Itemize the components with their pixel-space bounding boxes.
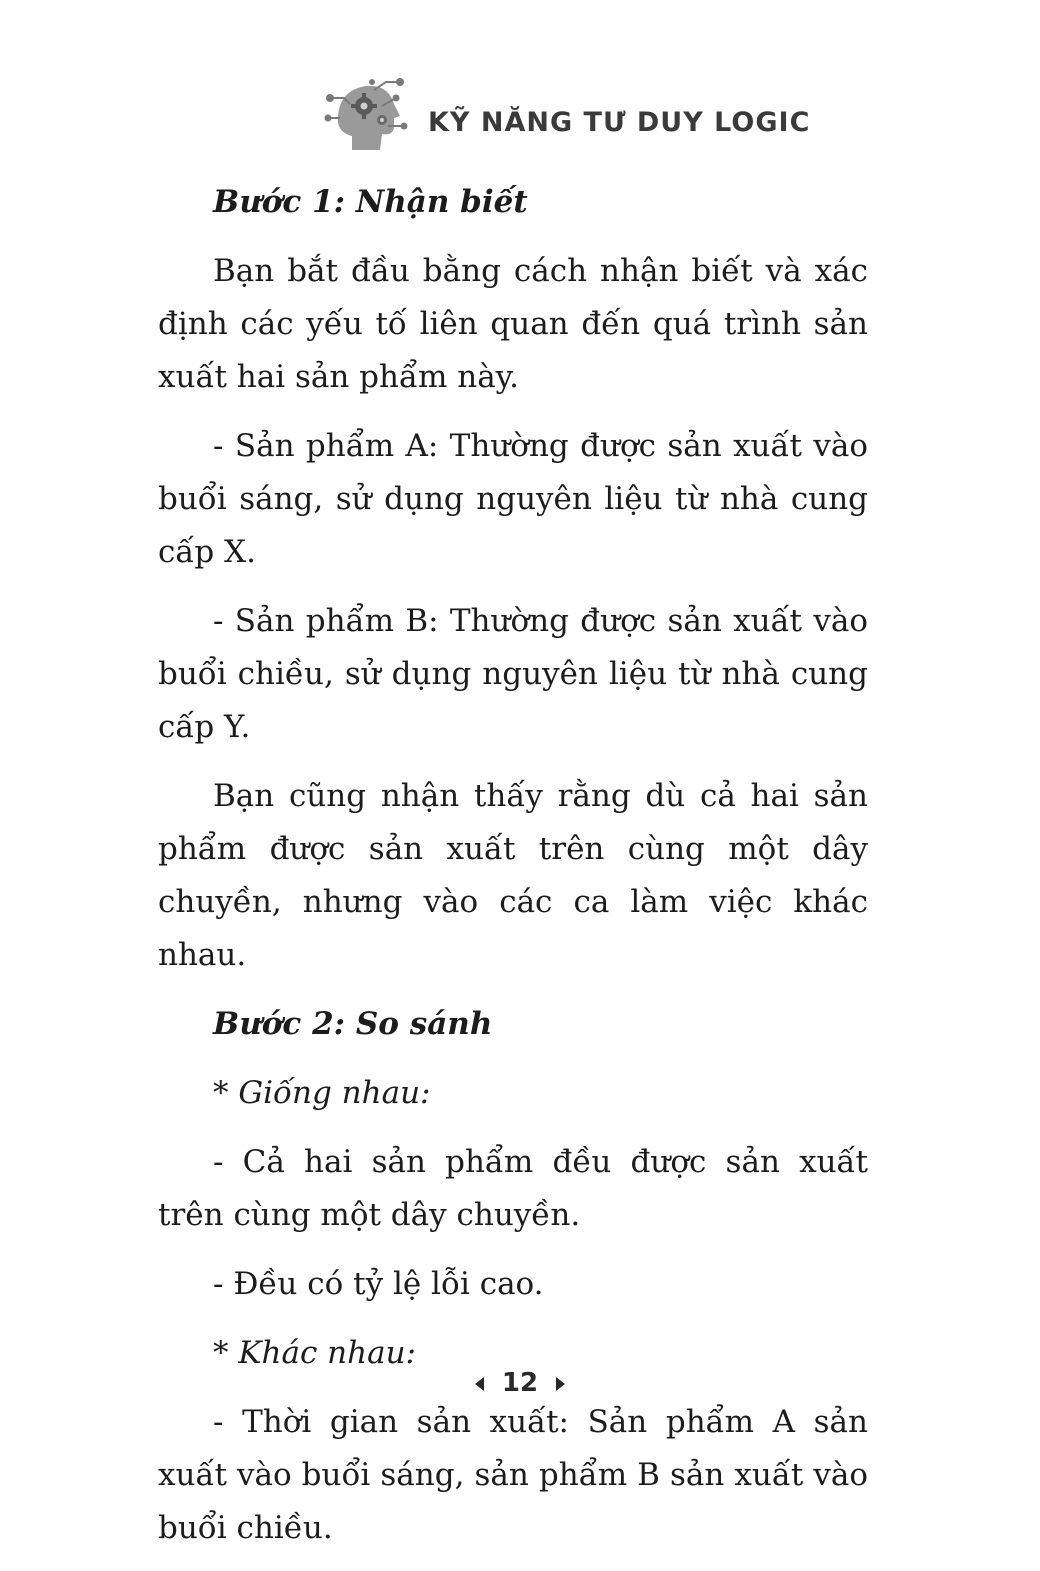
different-label: * Khác nhau: (213, 1335, 416, 1371)
step1-heading: Bước 1: Nhận biết (213, 184, 528, 220)
list-item: - Thời gian sản xuất: Sản phẩm A sản xuất vào buổi sáng, sản phẩm B sản xuất vào buổi chiều. (158, 1404, 868, 1546)
paragraph: Bạn bắt đầu bằng cách nhận biết và xác định các yếu tố liên quan đến quá trình sản xuất hai sản phẩm này. (158, 253, 868, 395)
triangle-right-icon (556, 1377, 565, 1391)
page-footer (0, 1368, 1040, 1398)
list-item: - Cả hai sản phẩm đều được sản xuất trên cùng một dây chuyền. (158, 1144, 868, 1233)
list-item: - Đều có tỷ lệ lỗi cao. (213, 1266, 544, 1302)
running-header (322, 76, 810, 152)
step2-heading: Bước 2: So sánh (213, 1006, 493, 1042)
page-number: 12 (501, 1368, 539, 1398)
header-title: KỸ NĂNG TƯ DUY LOGIC (428, 106, 811, 138)
triangle-left-icon (475, 1377, 484, 1391)
list-item: - Sản phẩm B: Thường được sản xuất vào buổi chiều, sử dụng nguyên liệu từ nhà cung cấp Y. (158, 603, 868, 745)
list-item: - Sản phẩm A: Thường được sản xuất vào buổi sáng, sử dụng nguyên liệu từ nhà cung cấp X. (158, 428, 868, 570)
head-gears-icon (322, 76, 410, 152)
paragraph: Bạn cũng nhận thấy rằng dù cả hai sản phẩm được sản xuất trên cùng một dây chuyền, nhưng vào các ca làm việc khác nhau. (158, 778, 868, 973)
page-body (158, 176, 868, 1571)
similar-label: * Giống nhau: (213, 1075, 431, 1111)
